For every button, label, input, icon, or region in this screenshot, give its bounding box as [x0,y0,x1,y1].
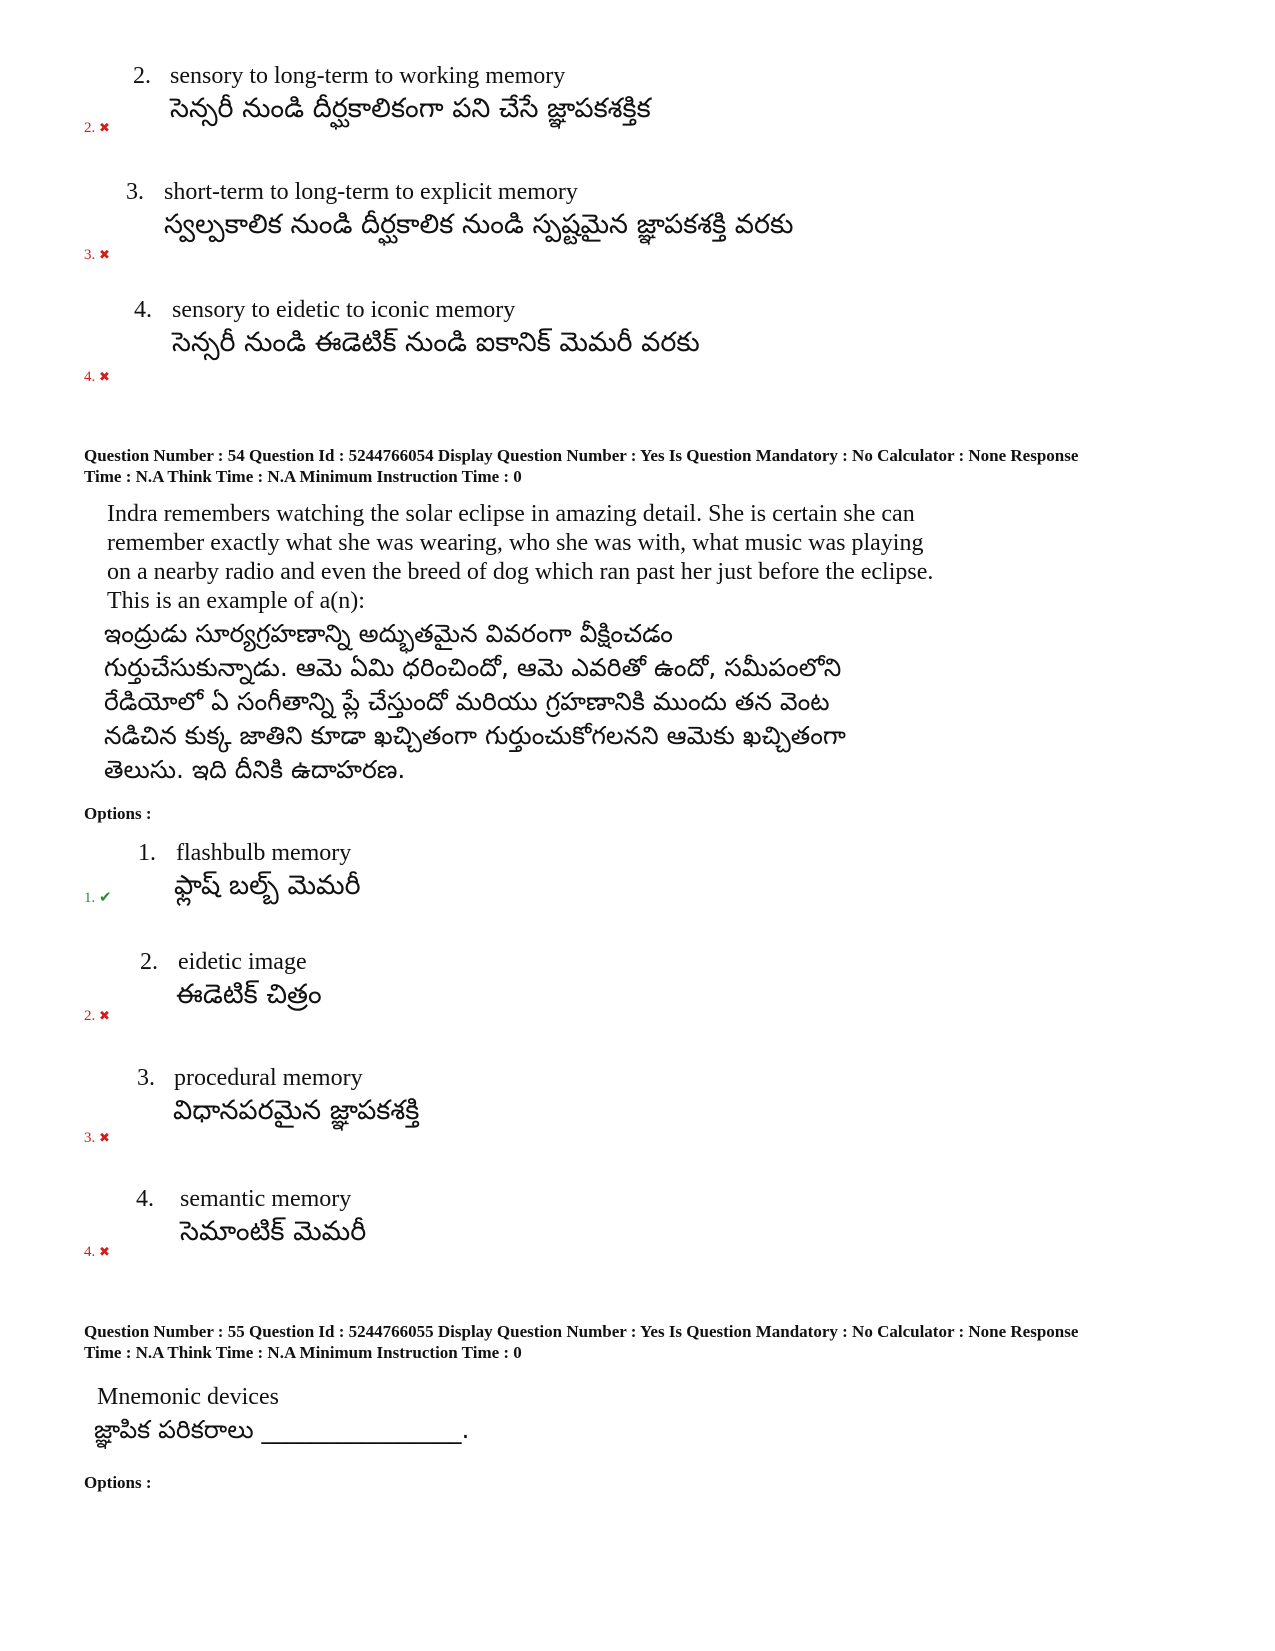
option-marker-number: 3. [84,247,96,263]
option-text-english: eidetic image [178,949,307,975]
option-marker [84,1008,110,1025]
option-number: 3. [137,1065,155,1091]
option-text-telugu: ఫ్లాష్ బల్బ్ మెమరీ [174,870,361,901]
question-metadata [84,1321,1194,1363]
options-label: Options : [84,804,152,823]
question-metadata [84,445,1194,487]
question-line: remember exactly what she was wearing, who she was with, what music was playing [107,530,924,556]
cross-icon: ✖ [99,369,110,384]
option-marker-number: 4. [84,1244,96,1260]
option-text-telugu: ఈడెటిక్ చిత్రం [176,979,322,1010]
option-text-telugu: సెన్సరీ నుండి ఈడెటిక్ నుండి ఐకానిక్ మెమరీ వరకు [172,327,700,358]
option-text-english: procedural memory [174,1065,363,1091]
option-marker [84,247,110,264]
question-text-telugu: జ్ఞాపిక పరికరాలు ________________. [94,1415,470,1444]
option-marker [84,1244,110,1261]
cross-icon: ✖ [99,1130,110,1145]
option-text-telugu: సెమాంటిక్ మెమరీ [180,1216,367,1247]
option-marker-number: 2. [84,1008,96,1024]
question-line: Indra remembers watching the solar eclipse in amazing detail. She is certain she can [107,501,915,527]
question-metadata-line: Question Number : 55 Question Id : 5244766055 Display Question Number : Yes Is Question Mandatory : No Calculator : None Response [84,1322,1079,1341]
question-line: నడిచిన కుక్క జాతిని కూడా ఖచ్చితంగా గుర్తుంచుకోగలనని ఆమెకు ఖచ్చితంగా [104,721,846,750]
option-text-english: semantic memory [180,1186,352,1212]
question-text-telugu [104,617,846,787]
option-marker [84,1130,110,1147]
option-text-english: flashbulb memory [176,840,352,866]
option-number: 3. [126,179,144,205]
question-line: on a nearby radio and even the breed of dog which ran past her just before the eclipse. [107,559,934,585]
question-text-english [107,500,933,616]
option-marker-number: 2. [84,120,96,136]
cross-icon: ✖ [99,1244,110,1259]
option-marker-number: 3. [84,1130,96,1146]
option-marker [84,888,112,907]
check-icon: ✔ [99,890,112,906]
question-text-english: Mnemonic devices [97,1384,279,1410]
option-marker [84,369,110,386]
option-number: 2. [140,949,158,975]
option-number: 4. [134,297,152,323]
option-number: 4. [136,1186,154,1212]
question-line: ఇంద్రుడు సూర్యగ్రహణాన్ని అద్భుతమైన వివరంగా వీక్షించడం [104,619,673,648]
option-number: 2. [133,63,151,89]
question-line: This is an example of a(n): [107,588,365,614]
option-text-telugu: విధానపరమైన జ్ఞాపకశక్తి [173,1095,420,1126]
option-marker-number: 1. [84,890,96,906]
question-line: తెలుసు. ఇది దీనికి ఉదాహరణ. [104,755,406,784]
cross-icon: ✖ [99,247,110,262]
option-marker-number: 4. [84,369,96,385]
option-text-telugu: స్వల్పకాలిక నుండి దీర్ఘకాలిక నుండి స్పష్టమైన జ్ఞాపకశక్తి వరకు [164,209,794,240]
option-marker [84,120,110,137]
option-text-english: short-term to long-term to explicit memory [164,179,578,205]
question-line: రేడియోలో ఏ సంగీతాన్ని ప్లే చేస్తుందో మరియు గ్రహణానికి ముందు తన వెంట [104,687,830,716]
options-label: Options : [84,1473,152,1492]
option-text-english: sensory to eidetic to iconic memory [172,297,516,323]
option-number: 1. [138,840,156,866]
question-metadata-line: Question Number : 54 Question Id : 5244766054 Display Question Number : Yes Is Question Mandatory : No Calculator : None Response [84,446,1079,465]
cross-icon: ✖ [99,1008,110,1023]
question-metadata-line: Time : N.A Think Time : N.A Minimum Instruction Time : 0 [84,1343,522,1362]
option-text-telugu: సెన్సరీ నుండి దీర్ఘకాలికంగా పని చేసే జ్ఞాపకశక్తిక [170,93,651,124]
question-line: గుర్తుచేసుకున్నాడు. ఆమె ఏమి ధరించిందో, ఆమె ఎవరితో ఉందో, సమీపంలోని [104,653,842,682]
option-text-english: sensory to long-term to working memory [170,63,566,89]
question-metadata-line: Time : N.A Think Time : N.A Minimum Instruction Time : 0 [84,467,522,486]
cross-icon: ✖ [99,120,110,135]
